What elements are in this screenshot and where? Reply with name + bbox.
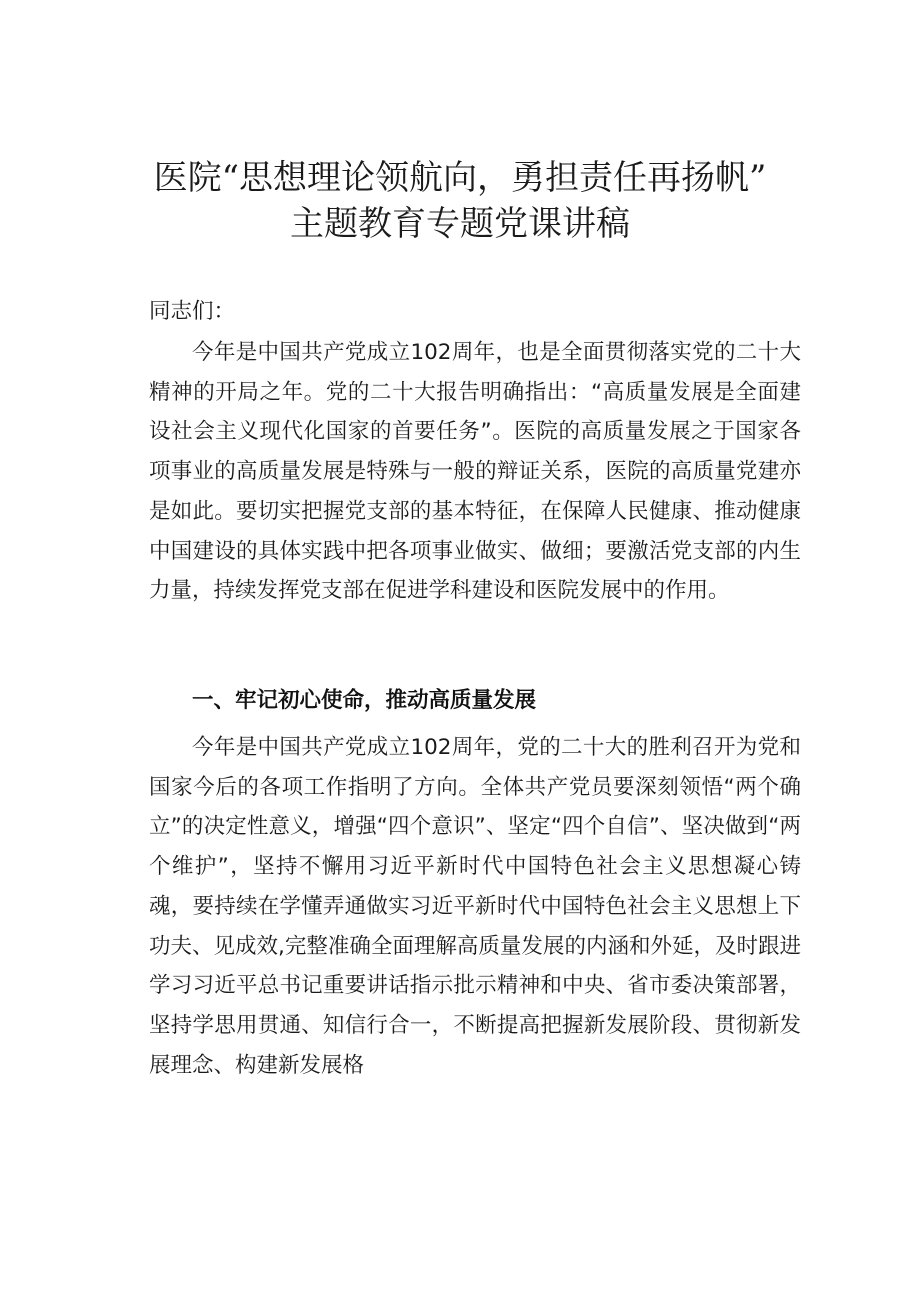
document-title-line-2: 主题教育专题党课讲稿 (290, 204, 630, 244)
paragraph-intro: 今年是中国共产党成立102周年，也是全面贯彻落实党的二十大精神的开局之年。党的二十大报告明确指出：“高质量发展是全面建设社会主义现代化国家的首要任务”。医院的高质量发展之于国家各项事业的高质量发展是特殊与一般的辩证关系，医院的高质量党建亦是如此。要切实把握党支部的基本特征，在保障人民健康、推动健康中国建设的具体实践中把各项事业做实、做细；要激活党支部的内生力量，持续发挥党支部在促进学科建设和医院发展中的作用。 (149, 340, 801, 604)
salutation: 同志们： (149, 299, 236, 324)
paragraph-section-1: 今年是中国共产党成立102周年，党的二十大的胜利召开为党和国家今后的各项工作指明了方向。全体共产党员要深刻领悟“两个确立”的决定性意义，增强“四个意识”、坚定“四个自信”、坚决做到“两个维护”，坚持不懈用习近平新时代中国特色社会主义思想凝心铸魂，要持续在学懂弄通做实习近平新时代中国特色社会主义思想上下功夫、见成效,完整准确全面理解高质量发展的内涵和外延，及时跟进学习习近平总书记重要讲话指示批示精神和中央、省市委决策部署，坚持学思用贯通、知信行合一，不断提高把握新发展阶段、贯彻新发展理念、构建新发展格 (149, 735, 801, 1078)
section-heading-1: 一、牢记初心使命，推动高质量发展 (192, 688, 537, 713)
document-title-line-1: 医院“思想理论领航向，勇担责任再扬帆” (153, 158, 767, 198)
